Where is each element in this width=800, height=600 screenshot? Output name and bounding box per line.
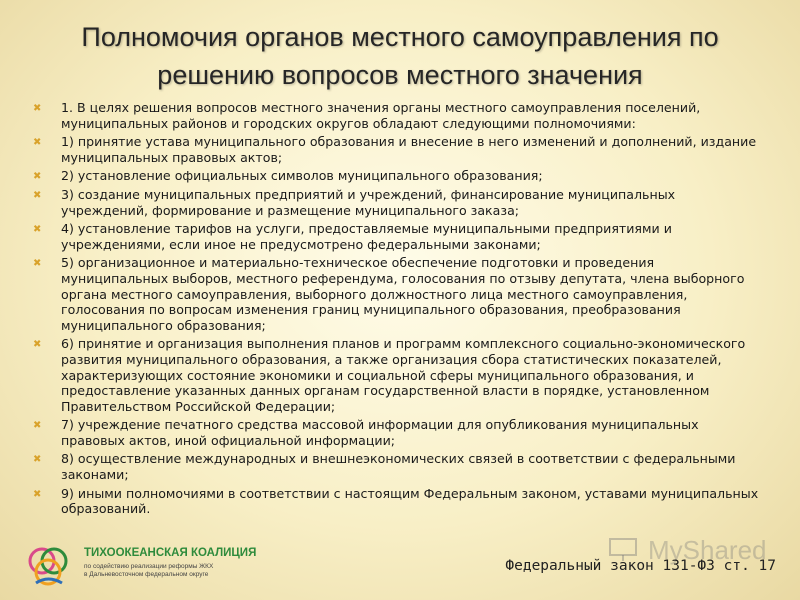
title-line-1: Полномочия органов местного самоуправления по [81, 22, 719, 52]
list-item: ✖ 1. В целях решения вопросов местного значения органы местного самоуправления поселений, муниципальных районов и городских округов обладают следующими полномочиями: [33, 100, 701, 131]
list-item: ✖ 4) установление тарифов на услуги, предоставляемые муниципальными предприятиями и учреждениями, если иное не предусмотрено федеральными законами; [33, 221, 672, 252]
footer-citation: Федеральный закон 131-ФЗ ст. 17 [505, 558, 776, 574]
x-bullet-icon: ✖ [33, 103, 42, 114]
list-item: ✖ 9) иными полномочиями в соответствии с настоящим Федеральным законом, уставами муниципальных образований. [33, 485, 759, 517]
list-item: ✖ 7) учреждение печатного средства массовой информации для опубликования муниципальных правовых актов, иной официальной информации; [33, 417, 699, 448]
list-item: ✖ 8) осуществление международных и внешнеэкономических связей в соответствии с федеральными законами; [33, 451, 736, 483]
coalition-emblem-icon [22, 543, 74, 589]
list-item: ✖ 5) организационное и материально-техническое обеспечение подготовки и проведения муниципальных выборов, местного референдума, голосования по отзыву депутата, члена выборного органа местного самоуправления, выборного должностного лица местного самоуправления, голосования по вопросам изменения границ муниципального образования, преобразования муниципального образования; [33, 255, 745, 333]
x-bullet-icon: ✖ [33, 258, 42, 270]
x-bullet-icon: ✖ [33, 420, 42, 432]
x-bullet-icon: ✖ [33, 339, 42, 351]
x-bullet-icon: ✖ [33, 488, 42, 500]
title-line-2: решению вопросов местного значения [157, 60, 643, 90]
logo-name: ТИХООКЕАНСКАЯ КОАЛИЦИЯ [84, 547, 257, 559]
x-bullet-icon: ✖ [33, 137, 42, 149]
bullet-list [33, 100, 761, 520]
watermark: MyShared [648, 535, 767, 565]
list-item: ✖ 6) принятие и организация выполнения планов и программ комплексного социально-экономического развития муниципального образования, а также организация сбора статистических показателей, характеризующих состояние экономики и социальной сферы муниципального образования, и предоставление указанных данных органам государственной власти в порядке, установленном Правительством Российской Федерации; [33, 336, 746, 414]
x-bullet-icon: ✖ [33, 189, 42, 201]
coalition-logo [22, 543, 302, 591]
x-bullet-icon: ✖ [33, 171, 42, 183]
slide-title [40, 18, 760, 94]
list-item: ✖ 1) принятие устава муниципального образования и внесение в него изменений и дополнений, издание муниципальных правовых актов; [33, 134, 757, 165]
logo-subtitle: по содействию реализации реформы ЖКХ в Дальневосточном федеральном округе [84, 563, 214, 578]
x-bullet-icon: ✖ [33, 224, 42, 236]
list-item: ✖ 2) установление официальных символов муниципального образования; [33, 168, 543, 184]
list-item: ✖ 3) создание муниципальных предприятий и учреждений, финансирование муниципальных учреждений, формирование и размещение муниципального заказа; [33, 186, 676, 218]
x-bullet-icon: ✖ [33, 454, 42, 466]
